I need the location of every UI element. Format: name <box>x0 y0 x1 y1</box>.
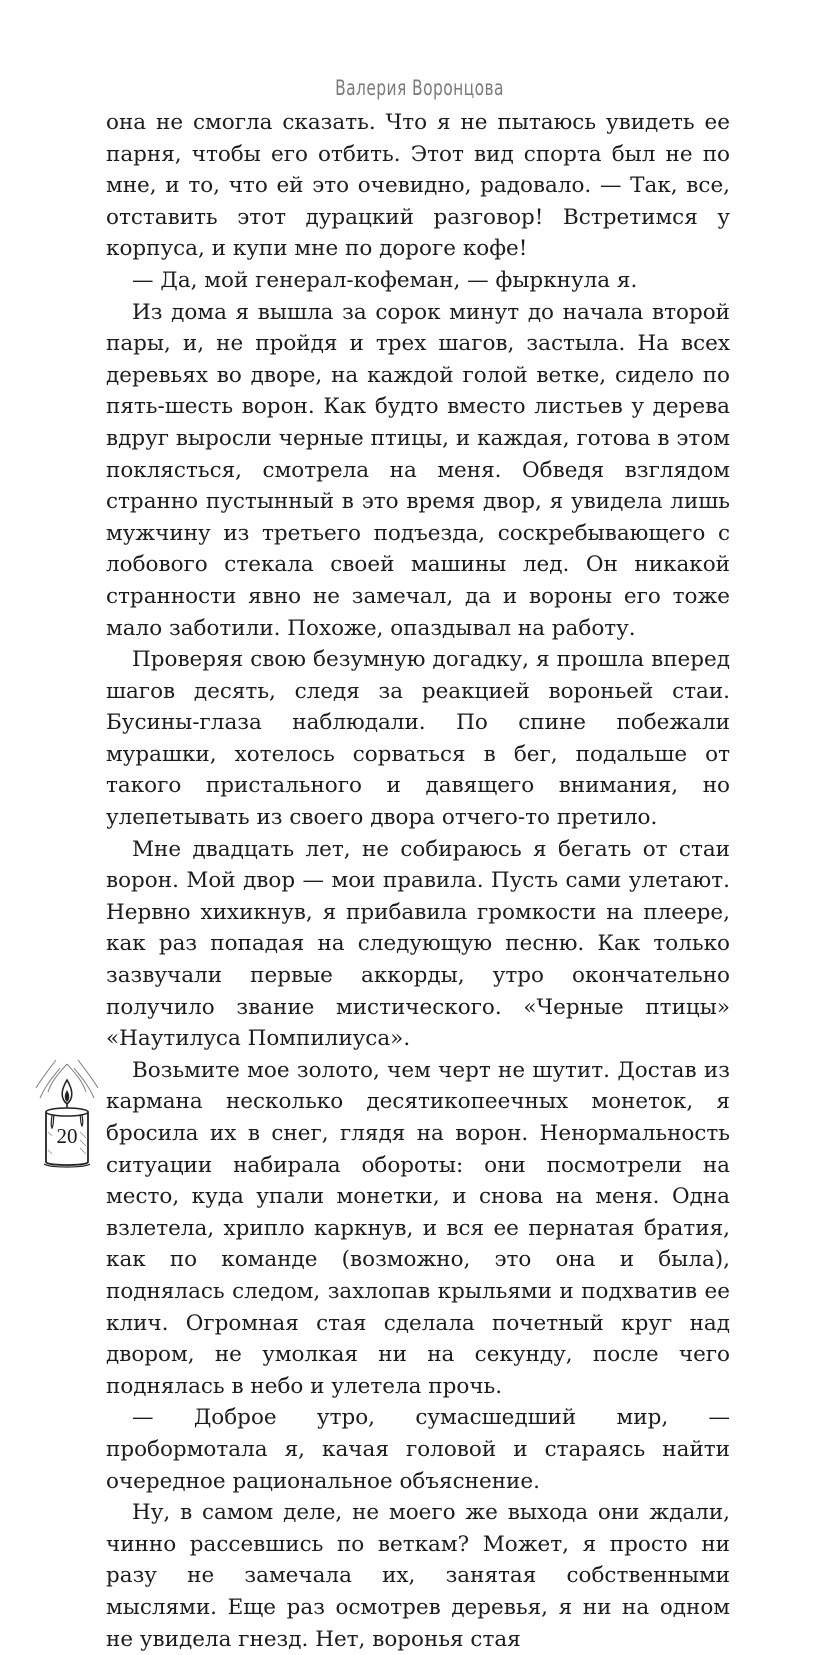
paragraph-2: — Да, мой генерал-кофеман, — фыркнула я. <box>132 267 638 293</box>
running-header-author: Валерия Воронцова <box>335 76 504 100</box>
paragraph-1: она не смогла сказать. Что я не пытаюсь увидеть ее парня, чтобы его отбить. Этот вид спорта был не по мне, и то, что ей это очевидно, радовало. — Так, все, отставить этот дурацкий разговор! Встретимся у корпуса, и купи мне по дороге кофе! <box>106 110 730 262</box>
page-number: 20 <box>56 1124 78 1148</box>
paragraph-4: Проверяя свою безумную догадку, я прошла вперед шагов десять, следя за реакцией вороньей стаи. Бусины-глаза наблюдали. По спине побежали мурашки, хотелось сорваться в бег, подальше от такого пристального и давящего внимания, но улепетывать из своего двора отчего-то претило. <box>106 647 730 831</box>
paragraph-3: Из дома я вышла за сорок минут до начала второй пары, и, не пройдя и трех шагов, застыла. На всех деревьях во дворе, на каждой голой ветке, сидело по пять-шесть ворон. Как будто вместо листьев у дерева вдруг выросли черные птицы, и каждая, готова в этом поклясться, смотрела на меня. Обведя взглядом странно пустынный в это время двор, я увидела лишь мужчину из третьего подъезда, соскребывающего с лобового стекала своей машины лед. Он никакой странности явно не замечал, да и вороны его тоже мало заботили. Похоже, опаздывал на работу. <box>106 299 730 641</box>
paragraph-6: Возьмите мое золото, чем черт не шутит. Достав из кармана несколько десятикопеечных монеток, я бросила их в снег, глядя на ворон. Ненормальность ситуации набирала обороты: они посмотрели на место, куда упали монетки, и снова на меня. Одна взлетела, хрипло каркнув, и вся ее пернатая братия, как по команде (возможно, это она и была), поднялась следом, захлопав крыльями и подхватив ее клич. Огромная стая сделала почетный круг над двором, не умолкая ни на секунду, после чего поднялась в небо и улетела прочь. <box>106 1057 730 1399</box>
body-text <box>106 107 730 1655</box>
paragraph-7: — Доброе утро, сумасшедший мир, — пробормотала я, качая головой и стараясь найти очередное рациональное объяснение. <box>106 1405 730 1494</box>
candle-icon <box>30 1058 104 1170</box>
paragraph-8: Ну, в самом деле, не моего же выхода они ждали, чинно рассевшись по веткам? Может, я просто ни разу не замечала их, занятая собственными мыслями. Еще раз осмотрев деревья, я ни на одном не увидела гнезд. Нет, воронья стая <box>106 1500 730 1652</box>
paragraph-5: Мне двадцать лет, не собираюсь я бегать от стаи ворон. Мой двор — мои правила. Пусть сами улетают. Нервно хихикнув, я прибавила громкости на плеере, как раз попадая на следующую песню. Как только зазвучали первые аккорды, утро окончательно получило звание мистического. «Черные птицы» «Наутилуса Помпилиуса». <box>106 836 730 1052</box>
